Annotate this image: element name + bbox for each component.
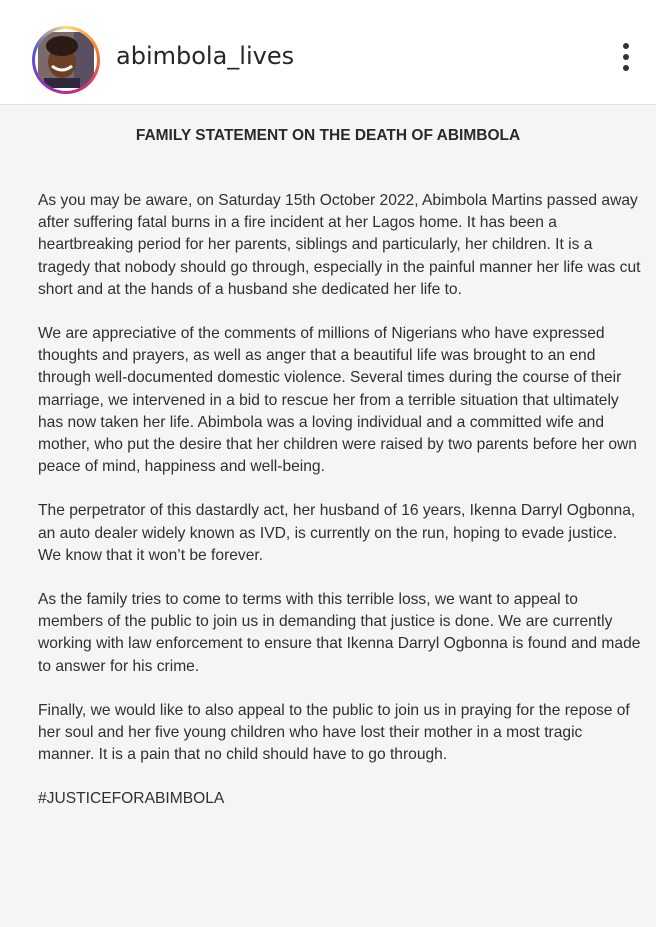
statement-title: FAMILY STATEMENT ON THE DEATH OF ABIMBOLA — [135, 127, 521, 144]
profile-photo-icon — [38, 32, 94, 88]
paragraph: As the family tries to come to terms with this terrible loss, we want to appeal to members of the public to join us in demanding that justice is done. We are currently working with law enforcement to ensure that Ikenna Darryl Ogbonna is found and made to answer for his crime. — [38, 591, 641, 675]
dot — [623, 54, 629, 60]
paragraph: We are appreciative of the comments of millions of Nigerians who have expressed thoughts and prayers, as well as anger that a beautiful life was brought to an end through well-documented domestic violence. Several times during the course of their marriage, we intervened in a bid to rescue her from a terrible situation that ultimately has now taken her life. Abimbola was a loving individual and a committed wife and mother, who put the desire that her children were raised by two parents before her own peace of mind, happiness and well-being. — [38, 325, 637, 476]
story-ring[interactable] — [32, 26, 100, 94]
paragraph: Finally, we would like to also appeal to the public to join us in praying for the repose of her soul and her five young children who have lost their mother in a most tragic manner. It is a pain that no child should have to go through. — [38, 701, 630, 764]
hashtag: #JUSTICEFORABIMBOLA — [38, 790, 225, 808]
post-header — [0, 0, 656, 104]
paragraph: The perpetrator of this dastardly act, her husband of 16 years, Ikenna Darryl Ogbonna, an auto dealer widely known as IVD, is currently on the run, hoping to evade justice. We know that it won’t be forever. — [38, 502, 636, 564]
username[interactable]: abimbola_lives — [116, 42, 295, 70]
avatar[interactable] — [35, 29, 97, 91]
dot — [623, 65, 629, 71]
post-image[interactable] — [0, 105, 656, 927]
statement-body — [38, 190, 642, 811]
dot — [623, 43, 629, 49]
paragraph: As you may be aware, on Saturday 15th October 2022, Abimbola Martins passed away after suffering fatal burns in a fire incident at her Lagos home. It has been a heartbreaking period for her parents, siblings and particularly, her children. It is a tragedy that nobody should go through, especially in the painful manner her life was cut short and at the hands of a husband she dedicated her life to. — [38, 192, 641, 298]
more-vertical-icon[interactable] — [608, 40, 644, 76]
